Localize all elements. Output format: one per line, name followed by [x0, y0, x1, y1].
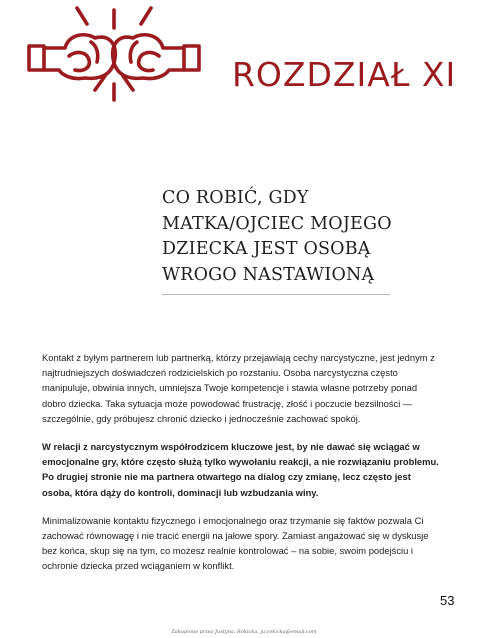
body-text: [42, 350, 442, 587]
paragraph-bold: W relacji z narcystycznym współrodzicem kluczowe jest, by nie dawać się wciągać w emocjonalne gry, które często służą tylko wywołaniu reakcji, a nie rozwiązaniu problemu. Po drugiej stronie nie ma partnera otwartego na dialog czy zmianę, lecz często jest osoba, która dąży do kontroli, dominacji lub wzbudzania winy.: [42, 441, 439, 498]
purchase-watermark: Zakupiono przez Justyna. Rokicka, ju.rokicka@email.com: [171, 629, 317, 635]
chapter-title: ROZDZIAŁ XI: [232, 55, 457, 94]
paragraph: Minimalizowanie kontaktu fizycznego i emocjonalnego oraz trzymanie się faktów pozwala Ci zachować równowagę i nie tracić energii na jałowe spory. Zamiast angażować się w dyskusje bez końca, skup się na tym, co możesz realnie kontrolować – na sobie, swoim podejściu i ochronie dziecka przed wciąganiem w konflikt.: [42, 514, 429, 572]
boxing-gloves-icon: [25, 4, 203, 104]
section-heading: [162, 186, 462, 288]
page-number: 53: [440, 593, 455, 608]
heading-line: MATKA/OJCIEC MOJEGO: [162, 213, 392, 234]
heading-line: CO ROBIĆ, GDY: [162, 188, 309, 208]
paragraph: Kontakt z byłym partnerem lub partnerką, którzy przejawiają cechy narcystyczne, jest jednym z najtrudniejszych doświadczeń rodzicielskich po rozstaniu. Osoba narcystyczna często manipuluje, obwinia innych, umniejsza Twoje kompetencje i stawia własne potrzeby ponad dobro dziecka. Taka sytuacja może powodować frustrację, złość i poczucie bezsilności — szczególnie, gdy próbujesz chronić dziecko i jednocześnie zachować spokój.: [42, 352, 435, 424]
heading-line: DZIECKA JEST OSOBĄ: [162, 239, 371, 259]
heading-divider: [162, 294, 390, 295]
heading-line: WROGO NASTAWIONĄ: [162, 264, 375, 285]
